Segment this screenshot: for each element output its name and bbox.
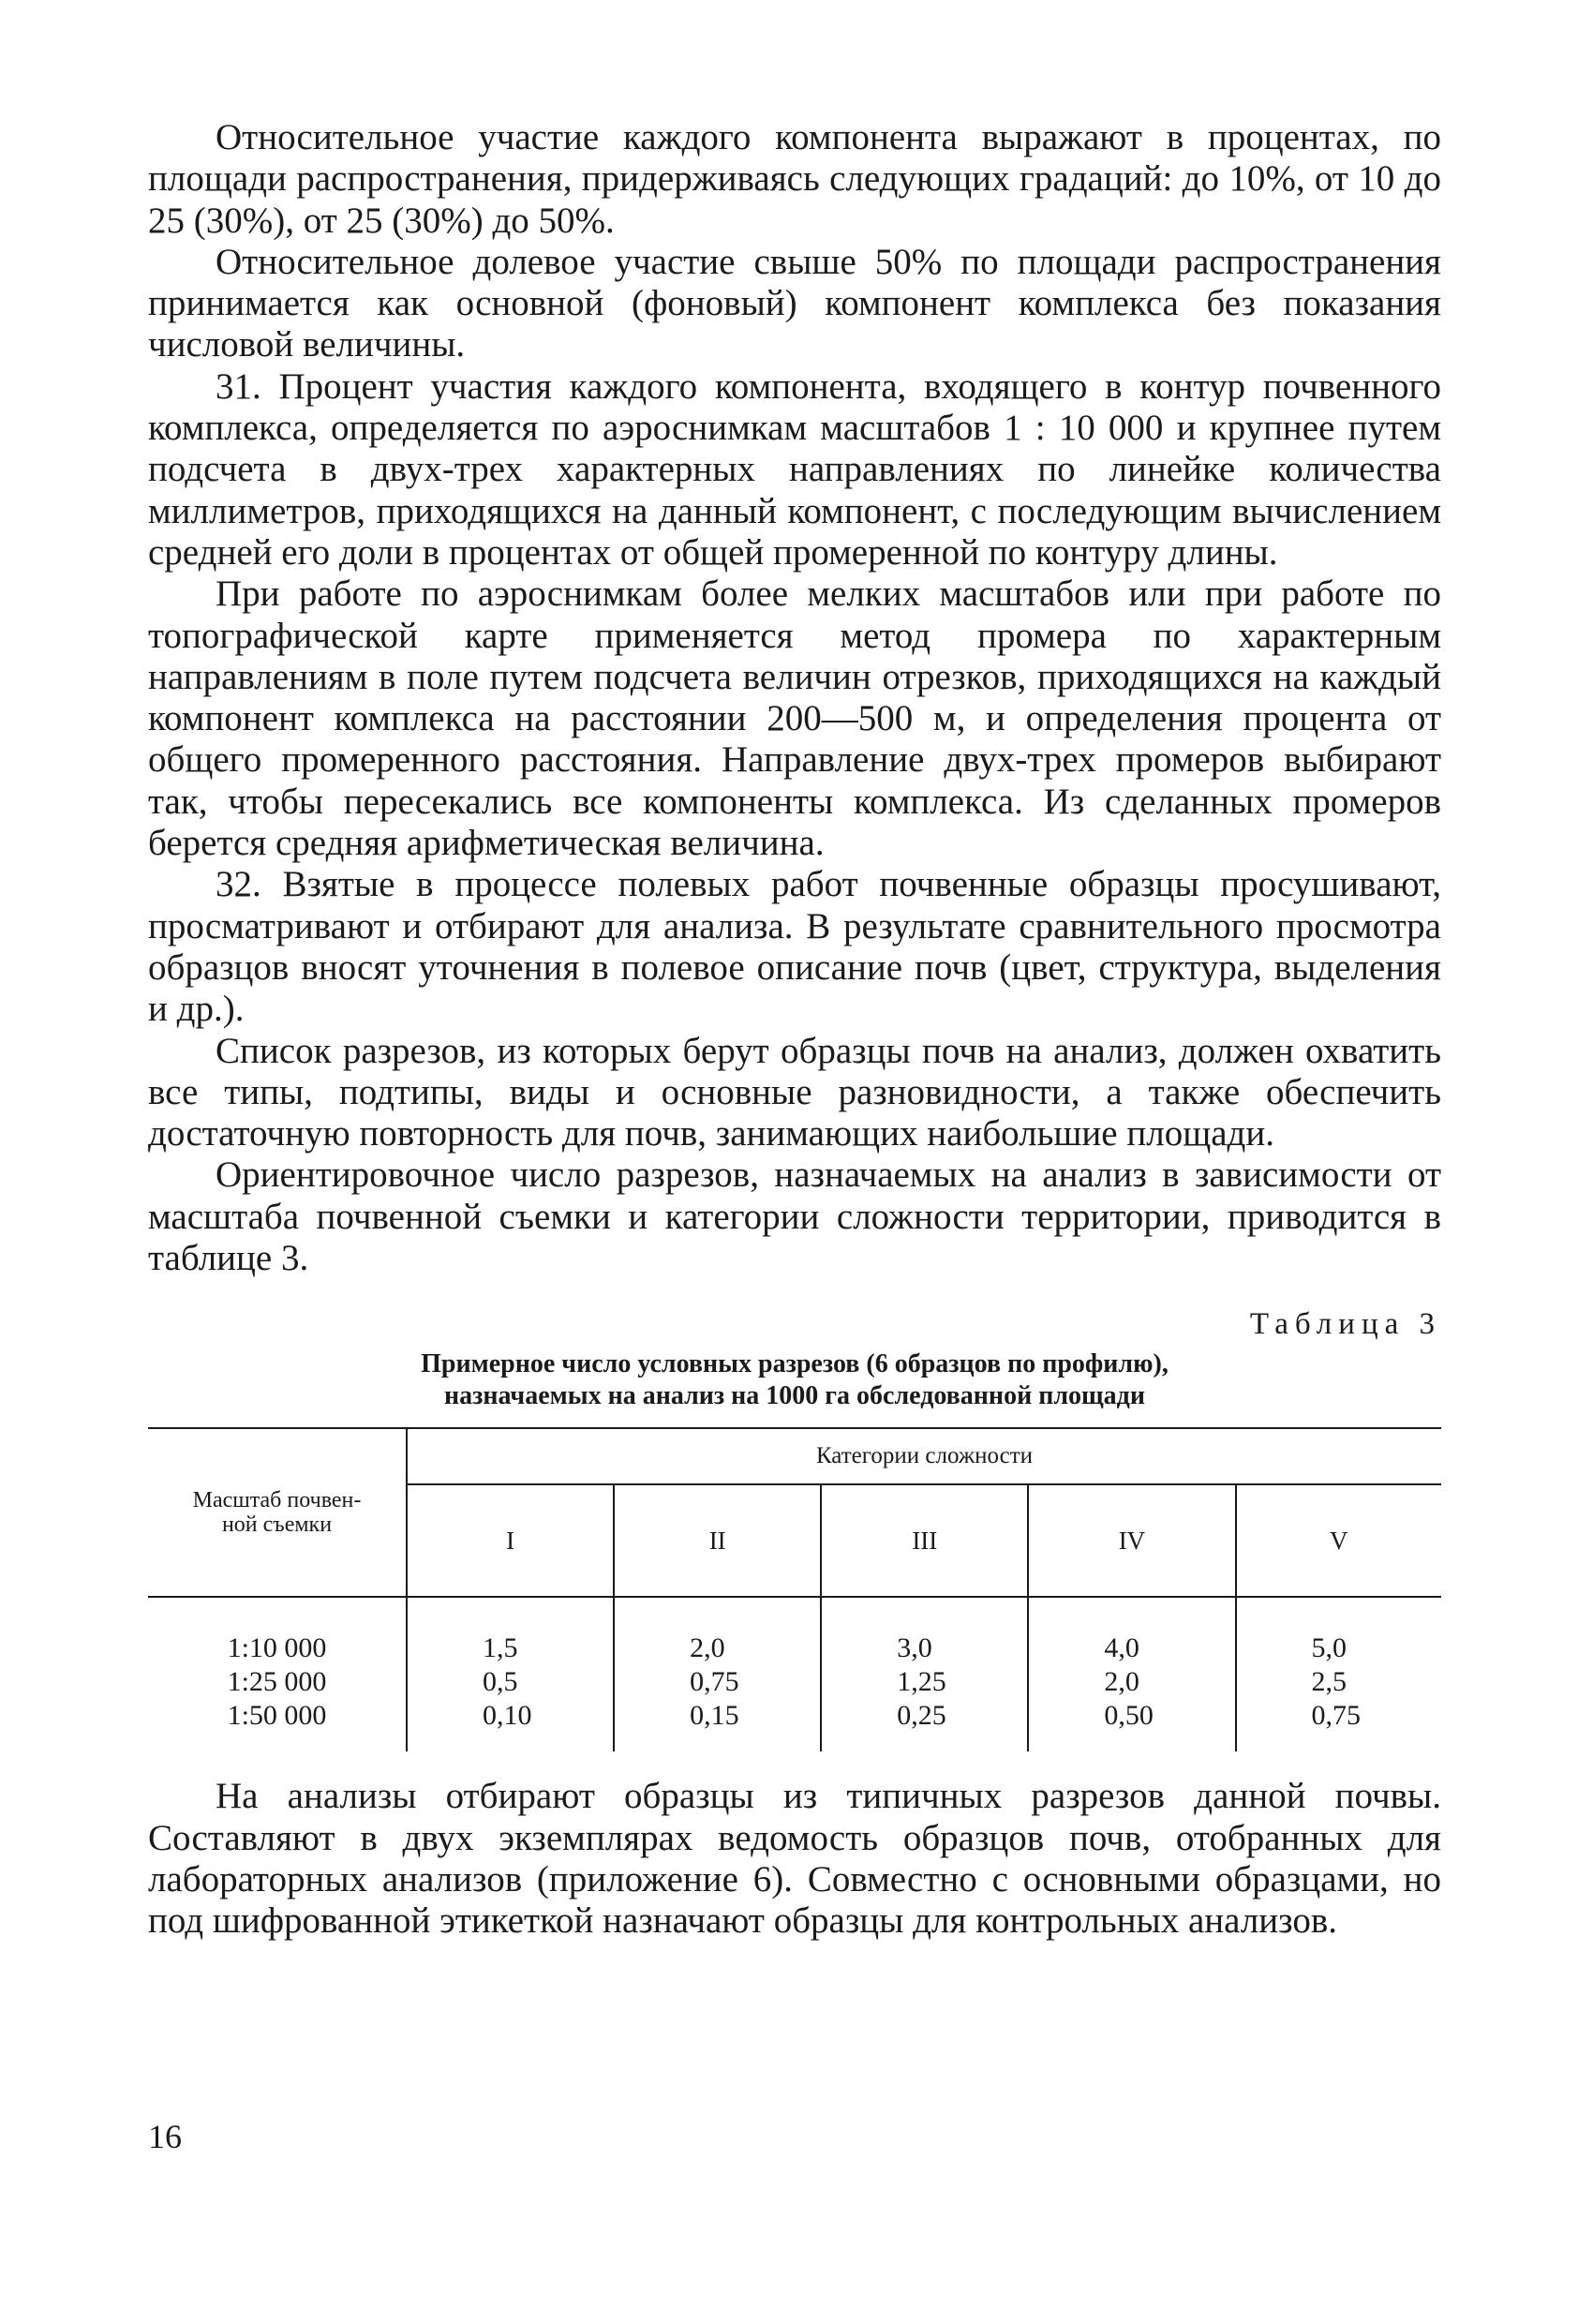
table-cell: 1,5: [483, 1632, 518, 1664]
table-cell: 0,75: [1311, 1700, 1361, 1732]
table-cell: 5,0: [1311, 1632, 1347, 1664]
table-cell: 0,5: [483, 1666, 518, 1698]
paragraph-1: Относительное участие каждого компонента выражают в процентах, по площади распространения, придерживаясь следующих градаций: до 10%, от 10 до 25 (30%), от 25 (30%) до 50%.: [148, 117, 1441, 241]
table-cell: 1:50 000: [227, 1700, 327, 1732]
category-4-values: [1028, 1597, 1235, 1751]
category-2-values: [614, 1597, 821, 1751]
data-table: [148, 1427, 1441, 1751]
category-header-4: IV: [1028, 1484, 1235, 1597]
paragraph-5: 32. Взятые в процессе полевых работ почвенные образцы просушивают, просматривают и отбирают для анализа. В результате сравнительного просмотра образцов вносят уточнения в полевое описание почв (цвет, структура, выделения и др.).: [148, 864, 1441, 1030]
paragraph-3: 31. Процент участия каждого компонента, входящего в контур почвенного комплекса, определяется по аэроснимкам масштабов 1 : 10 000 и крупнее путем подсчета в двух-трех характерных направлениях по линейке количества миллиметров, приходящихся на данный компонент, с последующим вычислением средней его доли в процентах от общей промеренной по контуру длины.: [148, 365, 1441, 573]
table-cell: 0,50: [1104, 1700, 1154, 1732]
category-header-1: I: [407, 1484, 614, 1597]
table-cell: 1:10 000: [227, 1632, 327, 1664]
table-cell: 4,0: [1104, 1632, 1139, 1664]
paragraph-after-table: На анализы отбирают образцы из типичных разрезов данной почвы. Составляют в двух экземплярах ведомость образцов почв, отобранных для лабораторных анализов (приложение 6). Совместно с основными образцами, но под шифрованной этикеткой назначают образцы для контрольных анализов.: [148, 1776, 1441, 1942]
category-header-3: III: [821, 1484, 1028, 1597]
table-cell: 2,0: [1104, 1666, 1139, 1698]
table-cell: 1:25 000: [227, 1666, 327, 1698]
category-5-values: [1236, 1597, 1442, 1751]
paragraph-4: При работе по аэроснимкам более мелких масштабов или при работе по топографической карте применяется метод промера по характерным направлениям в поле путем подсчета величин отрезков, приходящихся на каждый компонент комплекса на расстоянии 200—500 м, и определения процента от общего промеренного расстояния. Направление двух-трех промеров выбирают так, чтобы пересекались все компоненты комплекса. Из сделанных промеров берется средняя арифметическая величина.: [148, 574, 1441, 864]
scale-column-header: [148, 1428, 407, 1597]
category-header-5: V: [1236, 1484, 1442, 1597]
table-cell: 1,25: [897, 1666, 946, 1698]
paragraph-6: Список разрезов, из которых берут образцы почв на анализ, должен охватить все типы, подтипы, виды и основные разновидности, а также обеспечить достаточную повторность для почв, занимающих наибольшие площади.: [148, 1030, 1441, 1155]
category-3-values: [821, 1597, 1028, 1751]
table-cell: 3,0: [897, 1632, 932, 1664]
table-title-line-2: назначаемых на анализ на 1000 га обследованной площади: [444, 1381, 1145, 1411]
category-1-values: [407, 1597, 614, 1751]
scale-header-line-2: ной съемки: [221, 1512, 333, 1538]
table-cell: 0,25: [897, 1700, 946, 1732]
scale-header-line-1: Масштаб почвен-: [192, 1488, 362, 1513]
scale-column: [148, 1597, 407, 1751]
category-header-2: II: [614, 1484, 821, 1597]
page-content: [148, 117, 1441, 1943]
table-cell: 2,0: [690, 1632, 725, 1664]
page-number: 16: [148, 2118, 182, 2155]
table-title-line-1: Примерное число условных разрезов (6 образцов по профилю),: [421, 1349, 1169, 1379]
paragraph-7: Ориентировочное число разрезов, назначаемых на анализ в зависимости от масштаба почвенной съемки и категории сложности территории, приводится в таблице 3.: [148, 1155, 1441, 1279]
table-title: [148, 1348, 1441, 1412]
table-cell: 0,15: [690, 1700, 739, 1732]
categories-header: Категории сложности: [407, 1428, 1441, 1484]
table-cell: 2,5: [1311, 1666, 1347, 1698]
table-label: Таблица 3: [1249, 1307, 1441, 1342]
table-row: [148, 1597, 1441, 1751]
paragraph-2: Относительное долевое участие свыше 50% по площади распространения принимается как основной (фоновый) компонент комплекса без показания числовой величины.: [148, 241, 1441, 365]
table-cell: 0,75: [690, 1666, 739, 1698]
table-cell: 0,10: [483, 1700, 532, 1732]
